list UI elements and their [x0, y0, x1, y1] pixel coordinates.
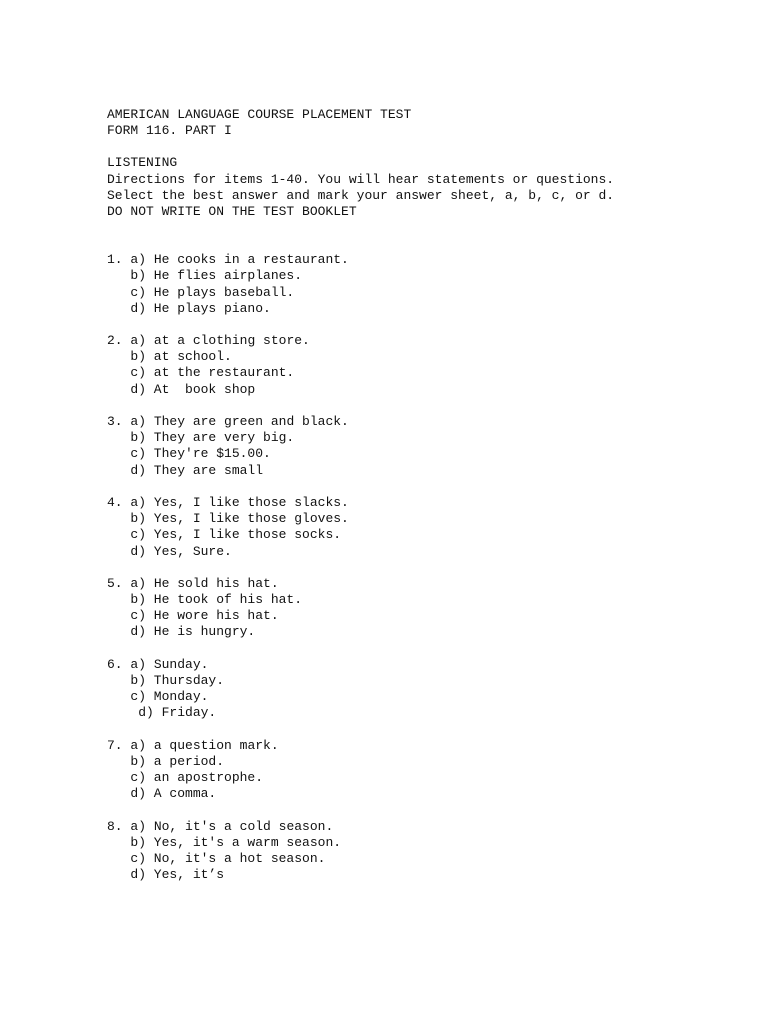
choice-d: d) They are small — [130, 462, 264, 478]
test-form: FORM 116. PART I — [107, 123, 232, 139]
directions-line-1: Directions for items 1-40. You will hear statements or questions. — [107, 171, 615, 187]
directions-line-3: DO NOT WRITE ON THE TEST BOOKLET — [107, 203, 357, 219]
choice-a: a) No, it's a cold season. — [130, 818, 334, 834]
test-page — [107, 107, 727, 900]
choice-c: c) Yes, I like those socks. — [130, 527, 342, 543]
choice-a: a) He cooks in a restaurant. — [130, 252, 349, 268]
section-title: LISTENING — [107, 155, 178, 171]
choice-c: c) an apostrophe. — [130, 770, 264, 786]
choice-a: a) at a clothing store. — [130, 333, 310, 349]
choice-d: d) Yes, Sure. — [130, 543, 232, 559]
question-7 — [107, 738, 727, 803]
choice-b: b) He took of his hat. — [130, 592, 303, 608]
test-title: AMERICAN LANGUAGE COURSE PLACEMENT TEST — [107, 107, 412, 122]
choice-a: a) Yes, I like those slacks. — [130, 494, 349, 510]
choice-b: b) Thursday. — [130, 673, 225, 688]
choice-b: b) at school. — [130, 349, 232, 365]
choice-b: b) a period. — [130, 753, 225, 769]
choice-c: c) He plays baseball. — [130, 284, 295, 300]
choice-a: a) a question mark. — [130, 737, 279, 753]
choice-a: a) Sunday. — [130, 656, 209, 672]
choice-a: a) He sold his hat. — [130, 575, 279, 591]
choice-d: d) Friday. — [138, 705, 217, 721]
choice-c: c) at the restaurant. — [130, 365, 295, 381]
question-1 — [107, 252, 727, 317]
choice-c: c) No, it's a hot season. — [130, 851, 326, 867]
choice-d: d) Yes, it’s — [130, 867, 225, 883]
choice-d: d) He plays piano. — [130, 300, 271, 316]
choice-d: d) A comma. — [130, 786, 217, 802]
test-header — [107, 107, 727, 139]
choice-b: b) Yes, it's a warm season. — [130, 834, 342, 850]
choice-b: b) They are very big. — [130, 430, 295, 446]
question-3 — [107, 414, 727, 479]
choice-d: d) He is hungry. — [130, 624, 256, 640]
question-number: 4. — [107, 494, 123, 510]
question-number: 3. — [107, 414, 123, 429]
directions-block — [107, 155, 727, 220]
question-2 — [107, 333, 727, 398]
question-5 — [107, 576, 727, 641]
choice-b: b) Yes, I like those gloves. — [130, 511, 349, 527]
question-number: 7. — [107, 737, 123, 753]
choice-d: d) At book shop — [130, 381, 256, 397]
choice-a: a) They are green and black. — [130, 414, 349, 429]
choice-c: c) They're $15.00. — [130, 446, 271, 462]
question-number: 8. — [107, 818, 123, 834]
question-number: 5. — [107, 575, 123, 591]
choice-c: c) Monday. — [130, 689, 209, 705]
directions-line-2: Select the best answer and mark your answer sheet, a, b, c, or d. — [107, 187, 615, 203]
question-number: 6. — [107, 656, 123, 672]
question-number: 1. — [107, 252, 123, 268]
question-6 — [107, 657, 727, 722]
choice-c: c) He wore his hat. — [130, 608, 279, 624]
question-number: 2. — [107, 333, 123, 349]
choice-b: b) He flies airplanes. — [130, 268, 303, 284]
question-8 — [107, 819, 727, 884]
question-4 — [107, 495, 727, 560]
